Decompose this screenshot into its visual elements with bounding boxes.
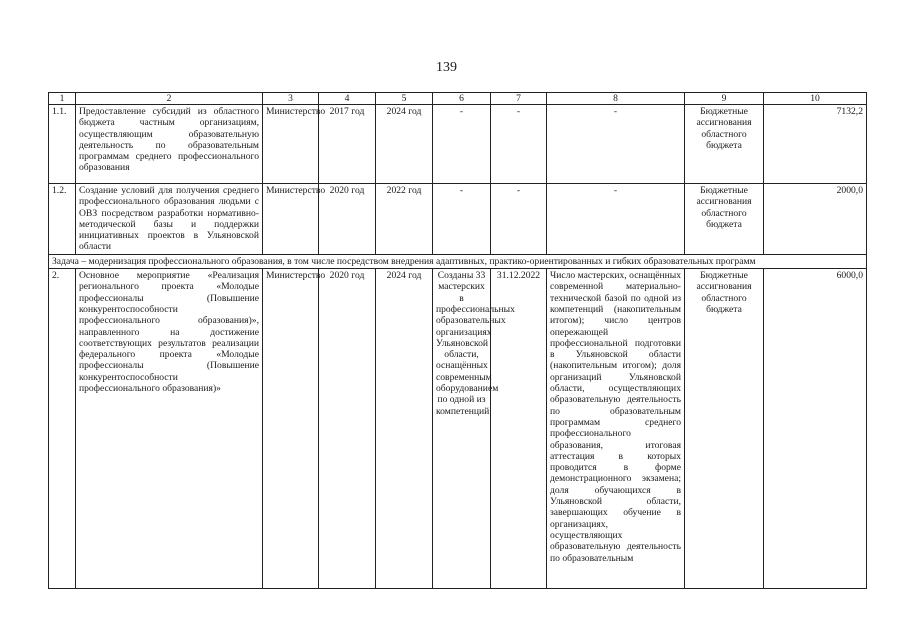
header-cell: 3 bbox=[263, 93, 319, 105]
executor: Министерство bbox=[263, 184, 319, 255]
table-row bbox=[49, 184, 867, 255]
executor: Министерство bbox=[263, 105, 319, 184]
funding-source: Бюджетные ассигнования областного бюджета bbox=[685, 105, 764, 184]
indicators: Число мастерских, оснащённых современной материально-технической базой по одной из компетенций (накопительным итогом); число центров опережающей профессиональной подготовки в Ульяновской области (накопительным итогом); доля организаций Ульяновской области, осуществляющих образовательную деятельность по образовательным программам среднего профессионального образования, итоговая аттестация в которых проводится в форме демонстрационного экзамена; доля обучающихся в Ульяновской области, завершающих обучение в организациях, осуществляющих образовательную деятельность по образовательным bbox=[547, 269, 685, 589]
result: Созданы 33 мастерских в профессиональных образовательных организациях Ульяновской области, оснащённых современным оборудованием по одной из компетенций bbox=[433, 269, 491, 589]
result: - bbox=[433, 105, 491, 184]
row-number: 1.1. bbox=[49, 105, 76, 184]
date: - bbox=[491, 184, 547, 255]
executor: Министерство bbox=[263, 269, 319, 589]
header-cell: 8 bbox=[547, 93, 685, 105]
start-year: 2017 год bbox=[319, 105, 376, 184]
header-cell: 1 bbox=[49, 93, 76, 105]
row-number: 1.2. bbox=[49, 184, 76, 255]
row-number: 2. bbox=[49, 269, 76, 589]
date: 31.12.2022 bbox=[491, 269, 547, 589]
start-year: 2020 год bbox=[319, 269, 376, 589]
header-cell: 4 bbox=[319, 93, 376, 105]
funding-source: Бюджетные ассигнования областного бюджета bbox=[685, 184, 764, 255]
result: - bbox=[433, 184, 491, 255]
amount: 7132,2 bbox=[764, 105, 867, 184]
task-row bbox=[49, 254, 867, 268]
funding-source: Бюджетные ассигнования областного бюджета bbox=[685, 269, 764, 589]
measure-name: Создание условий для получения среднего профессионального образования людьми с ОВЗ посредством разработки нормативно-методической базы и поддержки инициативных проектов в Ульяновской области bbox=[76, 184, 263, 255]
page-number: 139 bbox=[436, 60, 457, 75]
table-row bbox=[49, 269, 867, 589]
header-cell: 10 bbox=[764, 93, 867, 105]
header-cell: 9 bbox=[685, 93, 764, 105]
end-year: 2022 год bbox=[376, 184, 433, 255]
measures-table bbox=[48, 92, 867, 589]
indicators: - bbox=[547, 105, 685, 184]
indicators: - bbox=[547, 184, 685, 255]
amount: 6000,0 bbox=[764, 269, 867, 589]
end-year: 2024 год bbox=[376, 105, 433, 184]
table-row bbox=[49, 105, 867, 184]
header-row bbox=[49, 93, 867, 105]
header-cell: 7 bbox=[491, 93, 547, 105]
header-cell: 6 bbox=[433, 93, 491, 105]
measure-name: Основное мероприятие «Реализация регионального проекта «Молодые профессионалы (Повышение конкурентоспособности профессионального образования)», направленного на достижение соответствующих результатов реализации федерального проекта «Молодые профессионалы (Повышение конкурентоспособности профессионального образования)» bbox=[76, 269, 263, 589]
date: - bbox=[491, 105, 547, 184]
start-year: 2020 год bbox=[319, 184, 376, 255]
task-text: Задача – модернизация профессионального образования, в том числе посредством внедрения адаптивных, практико-ориентированных и гибких образовательных программ bbox=[49, 254, 867, 268]
header-cell: 5 bbox=[376, 93, 433, 105]
header-cell: 2 bbox=[76, 93, 263, 105]
amount: 2000,0 bbox=[764, 184, 867, 255]
end-year: 2024 год bbox=[376, 269, 433, 589]
measure-name: Предоставление субсидий из областного бюджета частным организациям, осуществляющим образовательную деятельность по образовательным программам среднего профессионального образования bbox=[76, 105, 263, 184]
